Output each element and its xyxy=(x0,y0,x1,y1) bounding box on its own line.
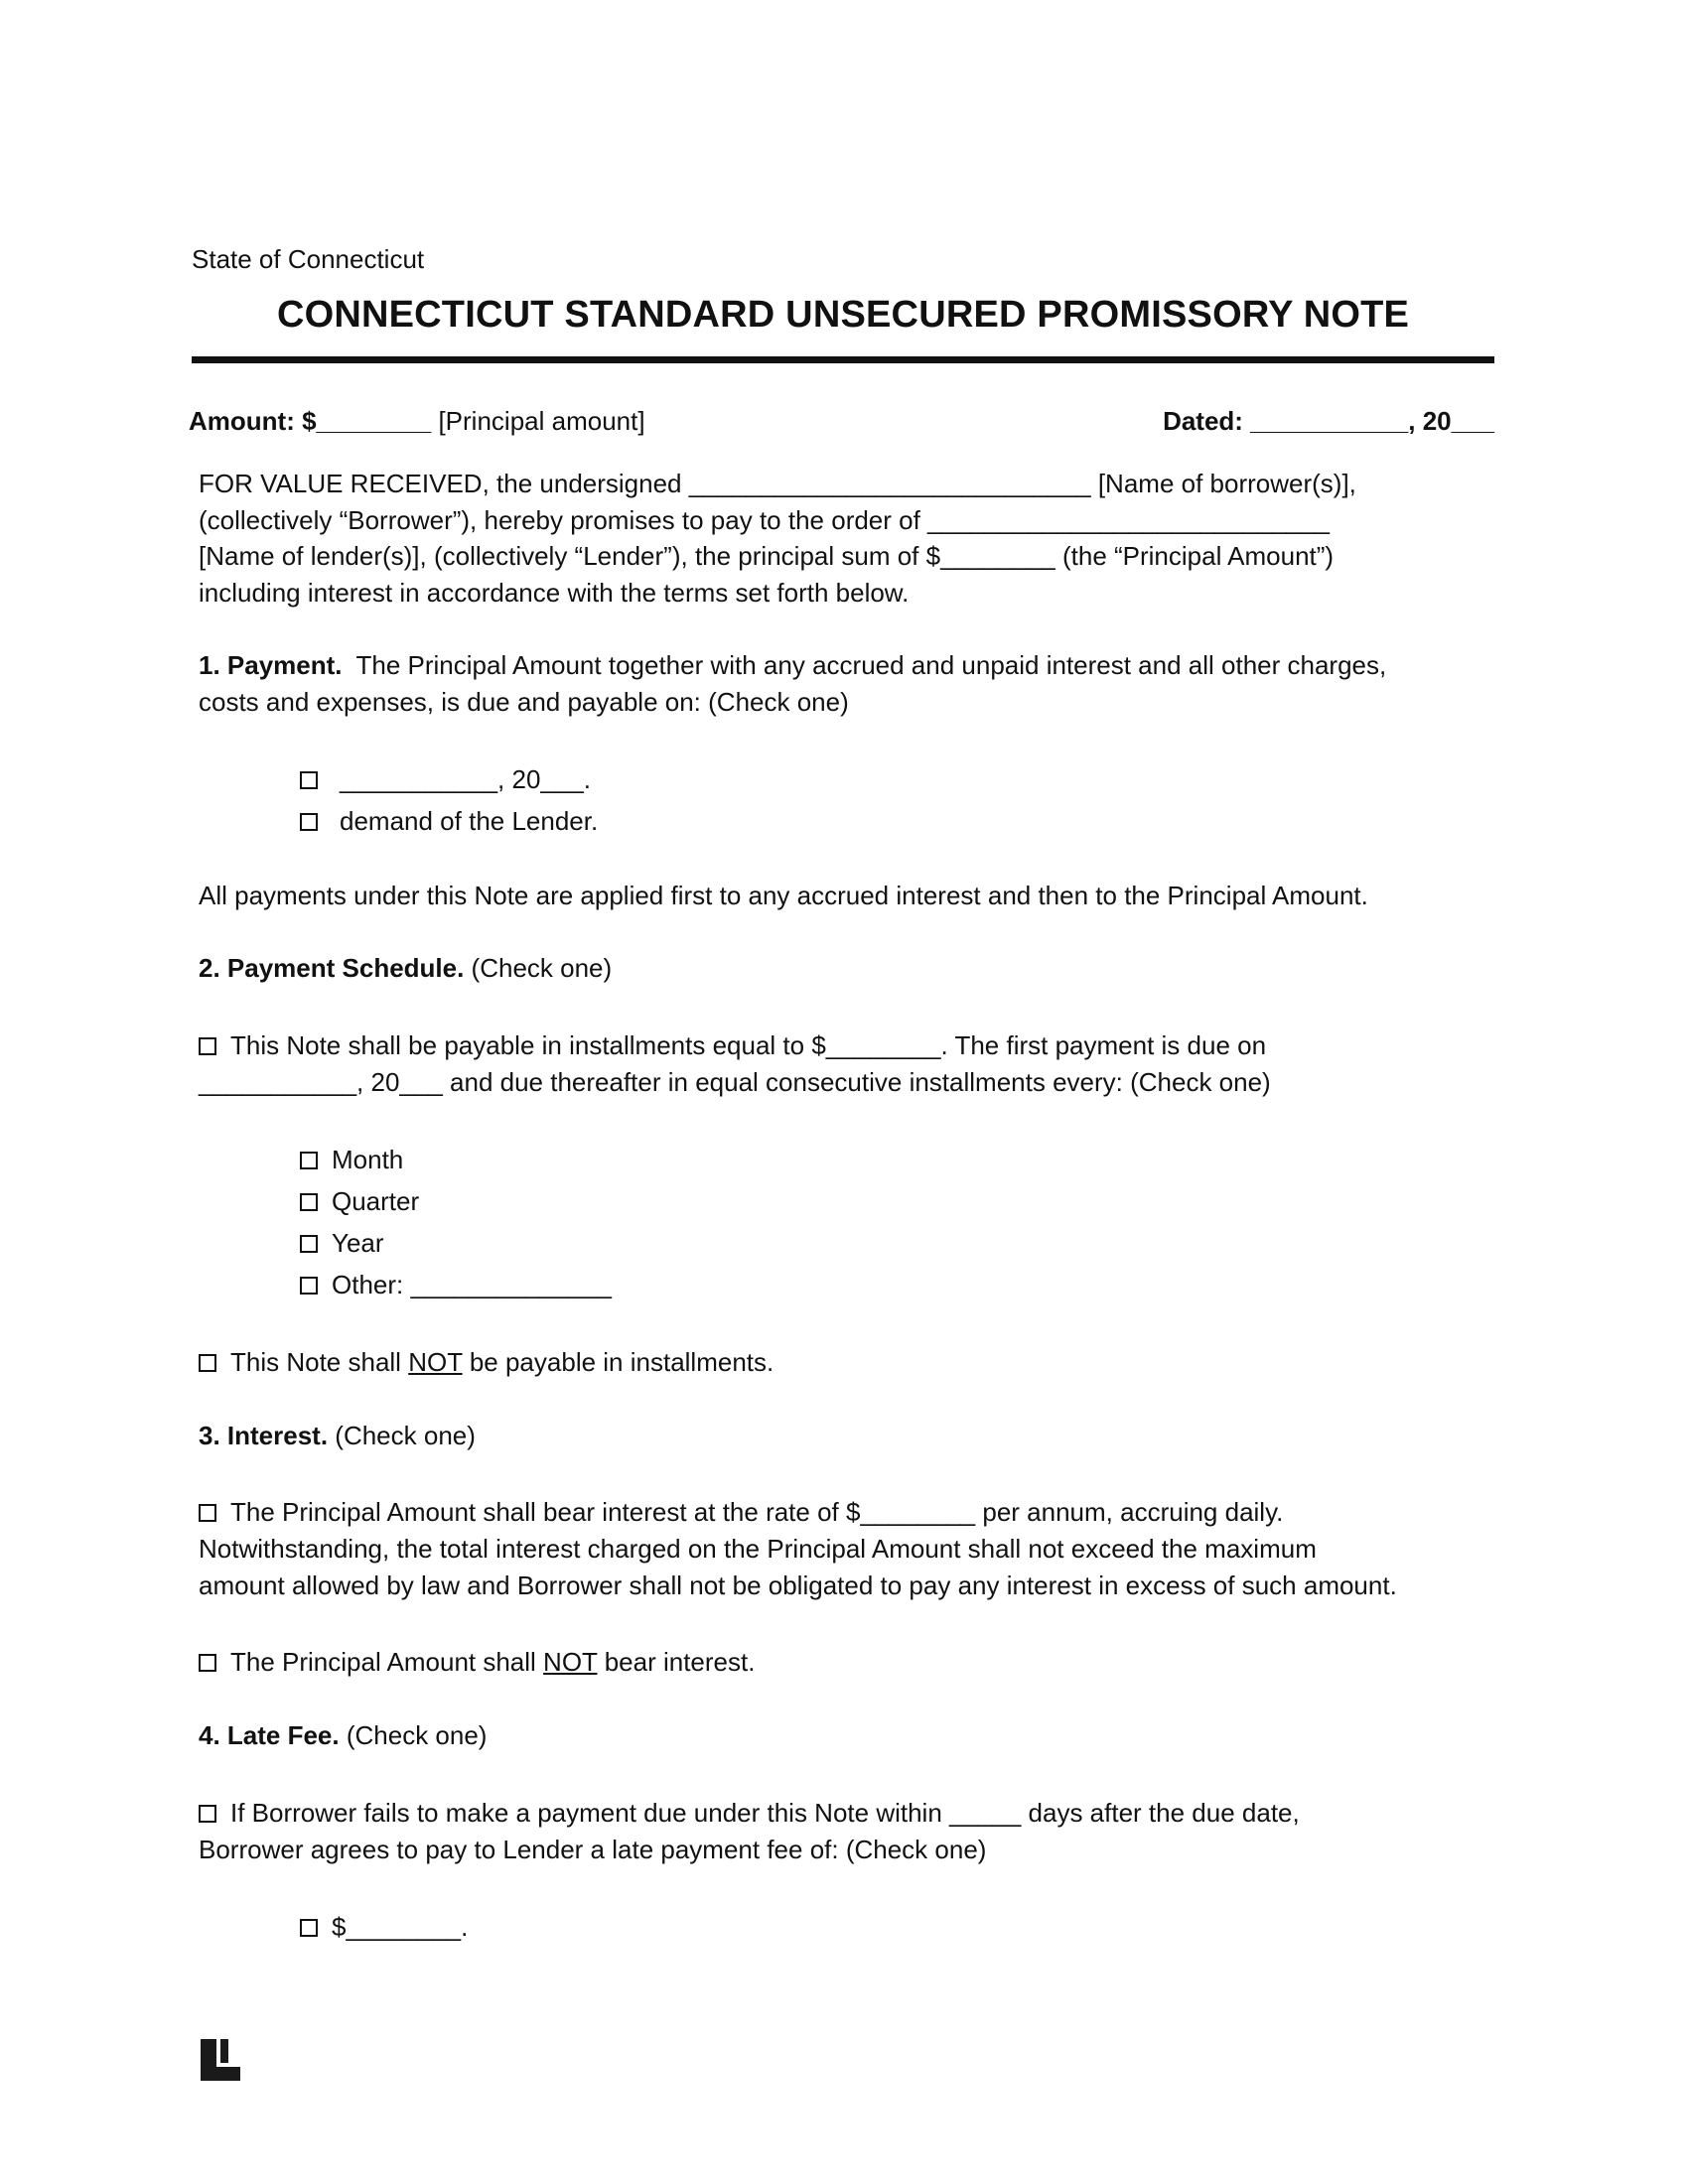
amount-hint: [Principal amount] xyxy=(431,406,645,436)
option-interest-line-1: The Principal Amount shall bear interest at the rate of $________ per annum, accruing daily. xyxy=(199,1497,1283,1527)
checkbox-installments[interactable] xyxy=(199,1037,216,1055)
section-interest-heading: 3. Interest. xyxy=(199,1421,329,1450)
option-interest-line-3: amount allowed by law and Borrower shall not be obligated to pay any interest in excess of such amount. xyxy=(199,1570,1397,1600)
brand-logo-icon xyxy=(199,2037,242,2083)
option-installments-line-1: This Note shall be payable in installments equal to $________. The first payment is due on xyxy=(199,1030,1266,1060)
checkbox-late-fee[interactable] xyxy=(199,1805,216,1823)
amount-field xyxy=(189,406,645,436)
checkbox-no-installments[interactable] xyxy=(199,1354,216,1372)
option-late-fee-line-2: Borrower agrees to pay to Lender a late payment fee of: (Check one) xyxy=(199,1835,987,1864)
checkbox-interest[interactable] xyxy=(199,1504,216,1522)
option-late-fee-line-1: If Borrower fails to make a payment due under this Note within _____ days after the due date, xyxy=(199,1798,1300,1828)
section-payment-heading: 1. Payment. xyxy=(199,650,343,680)
amount-label: Amount: $________ xyxy=(189,406,432,436)
intro-line-4: including interest in accordance with the terms set forth below. xyxy=(199,578,910,608)
fee-amount-option: $________. xyxy=(300,1912,468,1942)
section-interest-heading-line: 3. Interest. (Check one) xyxy=(199,1421,476,1450)
section-schedule-heading-line: 2. Payment Schedule. (Check one) xyxy=(199,953,613,983)
section-payment-line-1: 1. Payment. The Principal Amount together with any accrued and unpaid interest and all other charges, xyxy=(199,650,1387,680)
section-late-fee-heading-line: 4. Late Fee. (Check one) xyxy=(199,1720,488,1750)
intro-line-1: FOR VALUE RECEIVED, the undersigned ____________________________ [Name of borrower(s)], xyxy=(199,469,1356,498)
option-due-date: ___________, 20___. xyxy=(300,764,591,794)
checkbox-no-interest[interactable] xyxy=(199,1654,216,1672)
option-demand: demand of the Lender. xyxy=(300,806,598,836)
checkbox-month[interactable] xyxy=(300,1152,318,1169)
checkbox-quarter[interactable] xyxy=(300,1193,318,1211)
title-divider xyxy=(192,356,1494,363)
intro-line-3: [Name of lender(s)], (collectively “Lender”), the principal sum of $________ (the “Principal Amount”) xyxy=(199,541,1335,571)
frequency-year: Year xyxy=(300,1228,384,1258)
option-no-installments: This Note shall NOT be payable in installments. xyxy=(199,1347,774,1377)
payments-applied-note: All payments under this Note are applied first to any accrued interest and then to the Principal Amount. xyxy=(199,881,1368,910)
checkbox-due-date[interactable] xyxy=(300,771,318,789)
option-installments-line-2: ___________, 20___ and due thereafter in equal consecutive installments every: (Check one) xyxy=(199,1067,1271,1097)
state-label: State of Connecticut xyxy=(192,244,425,274)
checkbox-other[interactable] xyxy=(300,1277,318,1295)
frequency-month: Month xyxy=(300,1145,403,1174)
option-interest-line-2: Notwithstanding, the total interest charged on the Principal Amount shall not exceed the maximum xyxy=(199,1534,1317,1564)
checkbox-demand[interactable] xyxy=(300,813,318,831)
section-schedule-heading: 2. Payment Schedule. xyxy=(199,953,465,983)
section-payment-line-2: costs and expenses, is due and payable on: (Check one) xyxy=(199,687,849,717)
frequency-other: Other: ______________ xyxy=(300,1270,612,1299)
intro-line-2: (collectively “Borrower”), hereby promises to pay to the order of ____________________________ xyxy=(199,505,1330,535)
checkbox-fee-amount[interactable] xyxy=(300,1919,318,1937)
dated-field: Dated: ___________, 20___ xyxy=(1163,406,1494,436)
checkbox-year[interactable] xyxy=(300,1235,318,1253)
option-no-interest: The Principal Amount shall NOT bear interest. xyxy=(199,1647,755,1677)
section-late-fee-heading: 4. Late Fee. xyxy=(199,1720,340,1750)
document-title: CONNECTICUT STANDARD UNSECURED PROMISSORY NOTE xyxy=(276,294,1410,336)
frequency-quarter: Quarter xyxy=(300,1186,419,1216)
